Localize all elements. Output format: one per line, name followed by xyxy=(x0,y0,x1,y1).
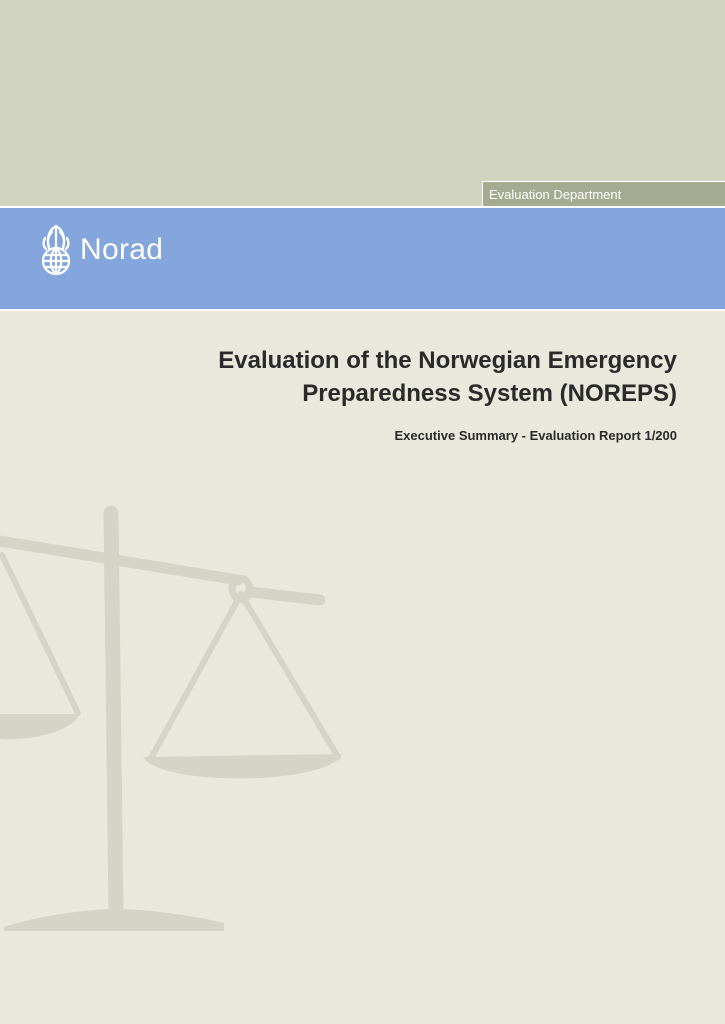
scales-of-justice-icon xyxy=(0,495,360,945)
report-title xyxy=(117,344,677,410)
report-subtitle: Executive Summary - Evaluation Report 1/200 xyxy=(394,428,677,443)
title-line-1: Evaluation of the Norwegian Emergency xyxy=(218,347,677,374)
norad-globe-logo-icon xyxy=(40,224,72,276)
logo-text: Norad xyxy=(80,233,164,266)
norad-logo xyxy=(40,224,163,276)
department-label: Evaluation Department xyxy=(482,181,725,206)
divider-line-bottom xyxy=(0,309,725,311)
title-line-2: Preparedness System (NOREPS) xyxy=(302,380,677,407)
top-band xyxy=(0,0,725,206)
